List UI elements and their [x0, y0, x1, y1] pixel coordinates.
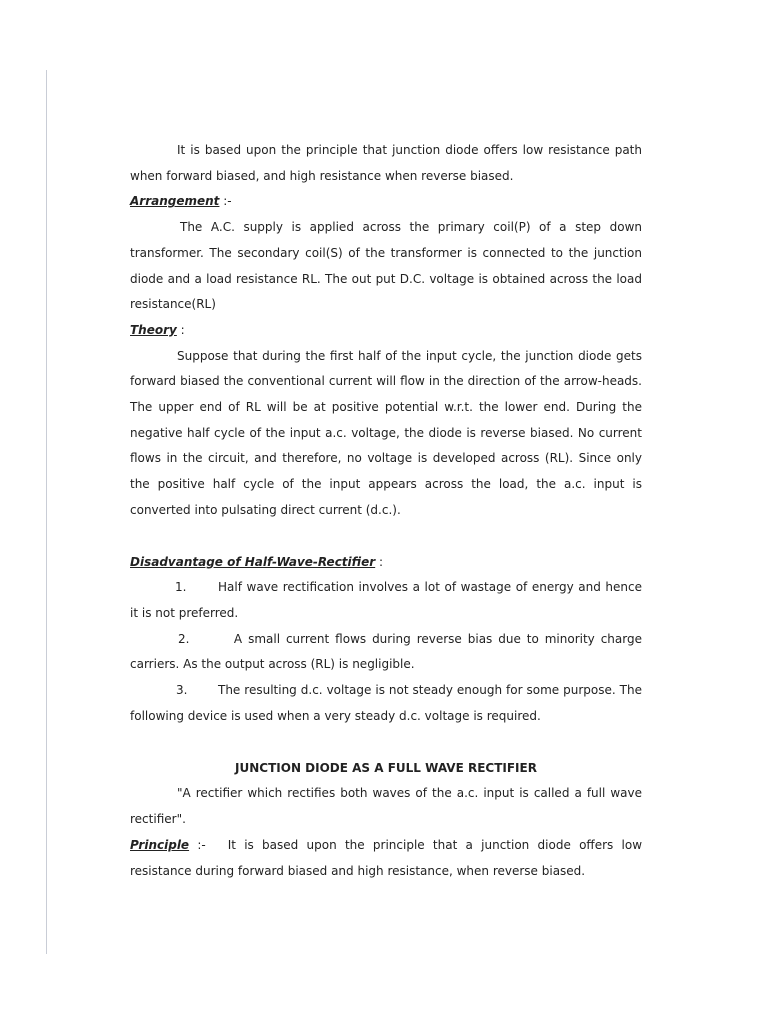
theory-heading-line [130, 318, 642, 344]
principle-heading: Principle [130, 837, 190, 852]
disadvantage-heading-line [130, 550, 642, 576]
principle-paragraph [130, 833, 642, 884]
arrangement-paragraph: The A.C. supply is applied across the primary coil(P) of a step down transformer. The secondary coil(S) of the transformer is connected to the junction diode and a load resistance RL. The out put D.C. voltage is obtained across the load resistance(RL) [130, 220, 642, 312]
arrangement-heading-suffix: :- [219, 194, 232, 209]
disadvantage-heading-suffix: : [375, 554, 384, 569]
arrangement-heading-line [130, 189, 642, 215]
list-item-text: Half wave rectification involves a lot of wastage of energy and hence it is not preferred. [130, 580, 642, 620]
list-item-text: The resulting d.c. voltage is not steady enough for some purpose. The following device is used when a very steady d.c. voltage is required. [130, 683, 642, 723]
theory-heading: Theory [130, 322, 177, 337]
list-number: 3. [176, 683, 188, 698]
disadvantage-heading: Disadvantage of Half-Wave-Rectifier [130, 554, 376, 569]
theory-heading-suffix: : [176, 322, 185, 337]
list-number: 1. [175, 580, 187, 595]
disadvantage-item-3 [130, 678, 642, 729]
disadvantage-item-1 [130, 575, 642, 626]
full-wave-definition: "A rectifier which rectifies both waves of the a.c. input is called a full wave rectifier". [130, 786, 642, 827]
full-wave-title: JUNCTION DIODE AS A FULL WAVE RECTIFIER [235, 761, 537, 776]
disadvantage-item-2 [130, 627, 642, 678]
principle-heading-suffix: :- [189, 837, 206, 852]
theory-paragraph: Suppose that during the first half of the input cycle, the junction diode gets forward biased the conventional current will flow in the direction of the arrow-heads. The upper end of RL will be at positive potential w.r.t. the lower end. During the negative half cycle of the input a.c. voltage, the diode is reverse biased. No current flows in the circuit, and therefore, no voltage is developed across (RL). Since only the positive half cycle of the input appears across the load, the a.c. input is converted into pulsating direct current (d.c.). [130, 348, 642, 517]
list-number: 2. [178, 631, 190, 646]
page-margin-line [46, 70, 47, 954]
list-item-text: A small current flows during reverse bias due to minority charge carriers. As the output across (RL) is negligible. [130, 631, 642, 672]
principle-text: It is based upon the principle that a junction diode offers low resistance during forward biased and high resistance, when reverse biased. [130, 837, 643, 878]
arrangement-heading: Arrangement [130, 194, 220, 209]
document-body [130, 138, 642, 884]
intro-paragraph: It is based upon the principle that junction diode offers low resistance path when forward biased, and high resistance when reverse biased. [130, 143, 642, 183]
